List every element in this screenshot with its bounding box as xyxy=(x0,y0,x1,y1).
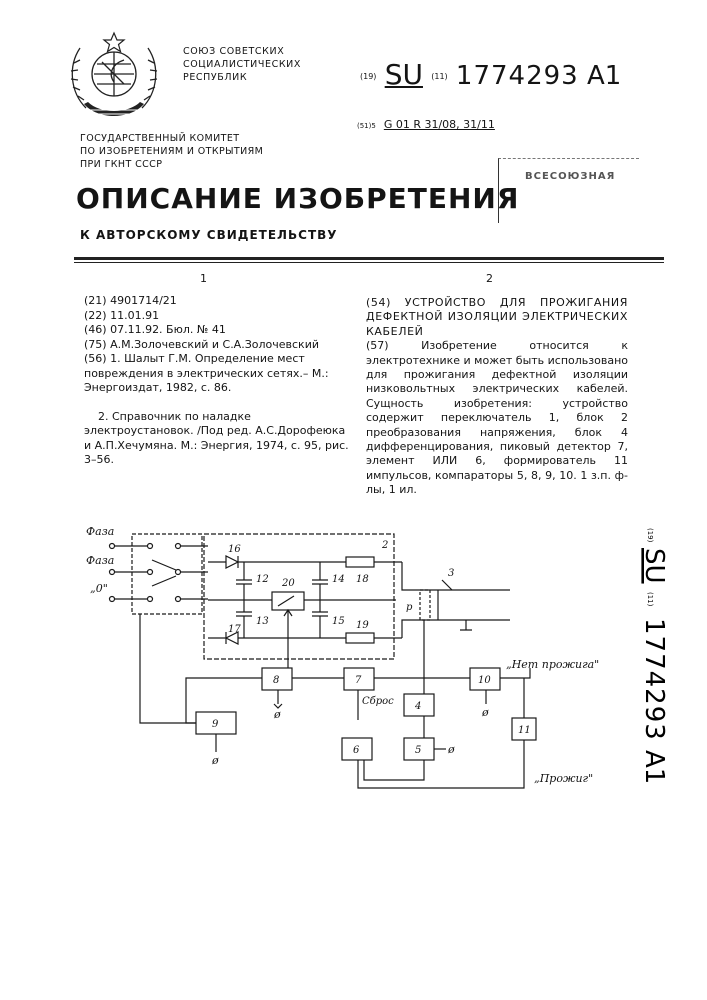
filing-date: (22) 11.01.91 xyxy=(84,308,160,322)
side-publication-number xyxy=(638,522,678,802)
document-subtitle: К АВТОРСКОМУ СВИДЕТЕЛЬСТВУ xyxy=(80,228,338,242)
svg-text:17: 17 xyxy=(228,624,241,635)
svg-text:5: 5 xyxy=(415,745,422,756)
svg-text:20: 20 xyxy=(282,578,295,589)
svg-text:12: 12 xyxy=(256,574,269,585)
svg-text:14: 14 xyxy=(332,574,345,585)
publication-date: (46) 07.11.92. Бюл. № 41 xyxy=(84,323,226,336)
svg-text:(11): (11) xyxy=(646,592,654,607)
svg-text:ø: ø xyxy=(274,708,281,721)
svg-text:SU: SU xyxy=(639,548,669,584)
reference-2: 2. Справочник по наладке электроустановок. /Под ред. А.С.Дорофеюка и А.П.Хечумяна. М.: Энергия, 1974, с. 95, рис. 3–56. xyxy=(84,409,349,466)
abstract xyxy=(366,296,628,498)
svg-text:(19): (19) xyxy=(646,528,654,543)
svg-text:8: 8 xyxy=(273,675,280,686)
svg-text:ø: ø xyxy=(212,754,219,767)
country-name: СОЮЗ СОВЕТСКИХ СОЦИАЛИСТИЧЕСКИХ РЕСПУБЛИК xyxy=(183,46,301,83)
document-title: ОПИСАНИЕ ИЗОБРЕТЕНИЯ xyxy=(76,182,520,215)
publication-number: (19) SU (11) 1774293 A1 xyxy=(360,58,622,91)
column-number-right: 2 xyxy=(486,272,493,285)
svg-text:р: р xyxy=(406,602,413,613)
svg-text:„0": „0" xyxy=(90,582,108,595)
svg-text:„Нет прожига": „Нет прожига" xyxy=(506,658,600,671)
svg-text:19: 19 xyxy=(356,620,369,631)
svg-text:9: 9 xyxy=(212,719,219,730)
svg-text:ø: ø xyxy=(448,743,455,756)
svg-text:ø: ø xyxy=(482,706,489,719)
svg-text:Фаза: Фаза xyxy=(86,554,115,567)
reference-1: (56) 1. Шалыт Г.М. Определение мест повреждения в электрических сетях.– М.: Энергоиздат, 1982, с. 86. xyxy=(84,352,329,394)
svg-text:10: 10 xyxy=(478,675,491,686)
svg-text:Сброс: Сброс xyxy=(362,696,394,707)
divider xyxy=(74,257,664,260)
column-number-left: 1 xyxy=(200,272,207,285)
application-number: (21) 4901714/21 xyxy=(84,294,177,307)
divider xyxy=(74,262,664,263)
svg-text:15: 15 xyxy=(332,616,345,627)
svg-text:4: 4 xyxy=(415,701,422,712)
state-committee: ГОСУДАРСТВЕННЫЙ КОМИТЕТ ПО ИЗОБРЕТЕНИЯМ И ОТКРЫТИЯМ ПРИ ГКНТ СССР xyxy=(80,133,264,170)
bibliographic-data xyxy=(84,294,350,468)
invention-title: (54) УСТРОЙСТВО ДЛЯ ПРОЖИГАНИЯ ДЕФЕКТНОЙ ИЗОЛЯЦИИ ЭЛЕКТРИЧЕСКИХ КАБЕЛЕЙ xyxy=(366,296,628,338)
abstract-text: (57) Изобретение относится к электротехнике и может быть использовано для прожигания дефектной изоляции низковольтных электрических кабелей. Сущность изобретения: устройство содержит переключатель 1, блок 2 преобразования напряжения, блок 4 дифференцирования, пиковый детектор 7, элемент ИЛИ 6, формирователь 11 импульсов, компараторы 5, 8, 9, 10. 1 з.п. ф-лы, 1 ил. xyxy=(366,339,629,497)
svg-text:Фаза: Фаза xyxy=(86,525,115,538)
inventors: (75) А.М.Золочевский и С.А.Золочевский xyxy=(84,337,319,351)
svg-text:11: 11 xyxy=(518,725,531,736)
svg-text:7: 7 xyxy=(355,675,362,686)
svg-text:6: 6 xyxy=(353,745,360,756)
svg-text:13: 13 xyxy=(256,616,269,627)
svg-text:2: 2 xyxy=(382,540,389,551)
svg-text:16: 16 xyxy=(228,544,241,555)
svg-text:18: 18 xyxy=(356,574,369,585)
svg-text:3: 3 xyxy=(448,568,455,579)
ussr-emblem-icon xyxy=(62,30,166,120)
circuit-diagram xyxy=(80,520,640,810)
svg-text:„Прожиг": „Прожиг" xyxy=(534,772,594,785)
svg-text:A1: A1 xyxy=(639,750,669,785)
svg-text:1774293: 1774293 xyxy=(639,618,669,741)
library-stamp: ВСЕСОЮЗНАЯ xyxy=(498,158,639,223)
ipc-classification: (51)5 G 01 R 31/08, 31/11 xyxy=(357,118,495,131)
